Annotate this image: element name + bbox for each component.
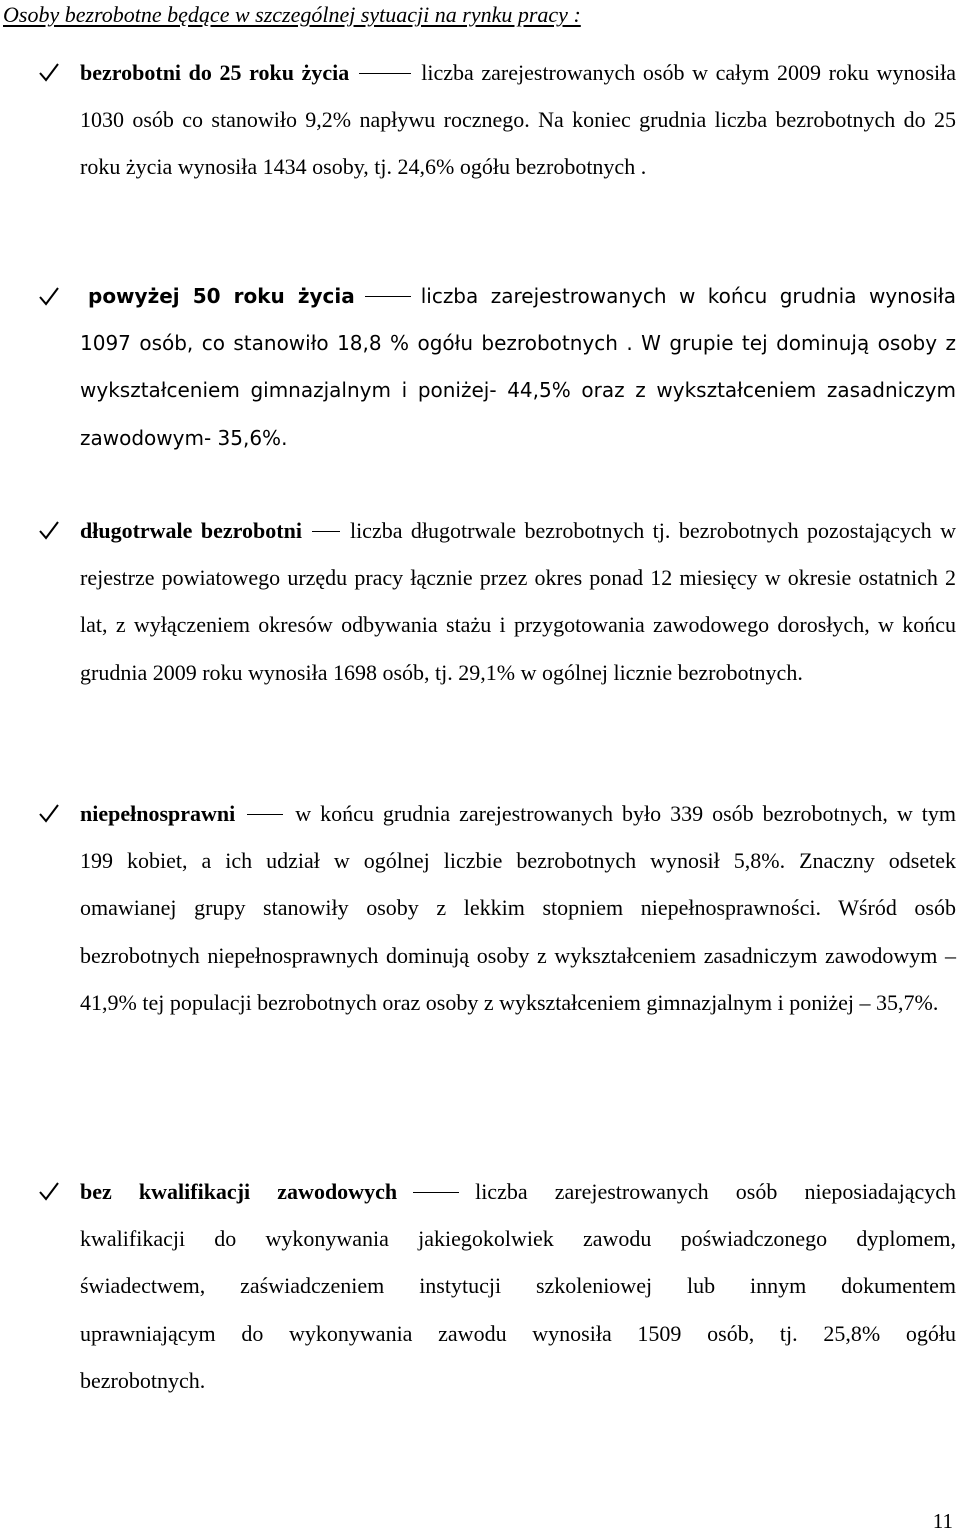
- list-item-text: [80, 790, 956, 1026]
- list-item-body: liczba zarejestrowanych osób nieposiadających kwalifikacji do wykonywania jakiegokolwiek zawodu poświadczonego dyplomem, świadectwem, zaświadczeniem instytucji szkoleniowej lub innym dokumentem uprawniającym do wykonywania zawodu wynosiła 1509 osób, tj. 25,8% ogółu bezrobotnych.: [80, 1179, 957, 1393]
- list-item-body: w końcu grudnia zarejestrowanych było 339 osób bezrobotnych, w tym 199 kobiet, a ich udział w ogólnej liczbie bezrobotnych wynosił 5,8%. Znaczny odsetek omawianej grupy stanowiły osoby z lekkim stopniem niepełnosprawności. Wśród osób bezrobotnych niepełnosprawnych dominują osoby z wykształceniem zasadniczym zawodowym – 41,9% tej populacji bezrobotnych oraz osoby z wykształceniem gimnazjalnym i poniżej – 35,7%.: [80, 801, 956, 1015]
- list-item-text: [80, 273, 956, 462]
- list-item-term: bez kwalifikacji zawodowych: [80, 1179, 398, 1204]
- checkmark-icon: [38, 802, 60, 824]
- list-item-body: liczba zarejestrowanych osób w całym 2009 roku wynosiła 1030 osób co stanowiło 9,2% napływu rocznego. Na koniec grudnia liczba bezrobotnych do 25 roku życia wynosiła 1434 osoby, tj. 24,6% ogółu bezrobotnych .: [80, 60, 956, 180]
- list-item-text: [80, 1168, 956, 1404]
- list-item-text: [80, 507, 956, 696]
- list-item-text: [80, 49, 956, 191]
- dash-separator: [247, 814, 283, 815]
- dash-separator: [312, 531, 340, 532]
- list-item-term: powyżej 50 roku życia: [88, 284, 355, 308]
- dash-separator: [365, 296, 411, 297]
- checkmark-icon: [38, 519, 60, 541]
- list-item-term: bezrobotni do 25 roku życia: [80, 60, 350, 85]
- list-item-term: niepełnosprawni: [80, 801, 236, 826]
- checkmark-icon: [38, 61, 60, 83]
- list-item-body: liczba zarejestrowanych w końcu grudnia wynosiła 1097 osób, co stanowiło 18,8 % ogółu bezrobotnych . W grupie tej dominują osoby z wykształceniem gimnazjalnym i poniżej- 44,5% oraz z wykształceniem zasadniczym zawodowym- 35,6%.: [80, 284, 956, 450]
- page-number: 11: [932, 1509, 953, 1533]
- dash-separator: [359, 73, 411, 74]
- dash-separator: [413, 1192, 459, 1193]
- list-item-body: liczba długotrwale bezrobotnych tj. bezrobotnych pozostających w rejestrze powiatowego urzędu pracy łącznie przez okres ponad 12 miesięcy w okresie ostatnich 2 lat, z wyłączeniem okresów odbywania stażu i przygotowania zawodowego dorosłych, w końcu grudnia 2009 roku wynosiła 1698 osób, tj. 29,1% w ogólnej licznie bezrobotnych.: [80, 518, 956, 685]
- checkmark-icon: [38, 1180, 60, 1202]
- checkmark-icon: [38, 285, 60, 307]
- section-heading: Osoby bezrobotne będące w szczególnej sytuacji na rynku pracy :: [3, 2, 581, 27]
- list-item-term: długotrwale bezrobotni: [80, 518, 302, 543]
